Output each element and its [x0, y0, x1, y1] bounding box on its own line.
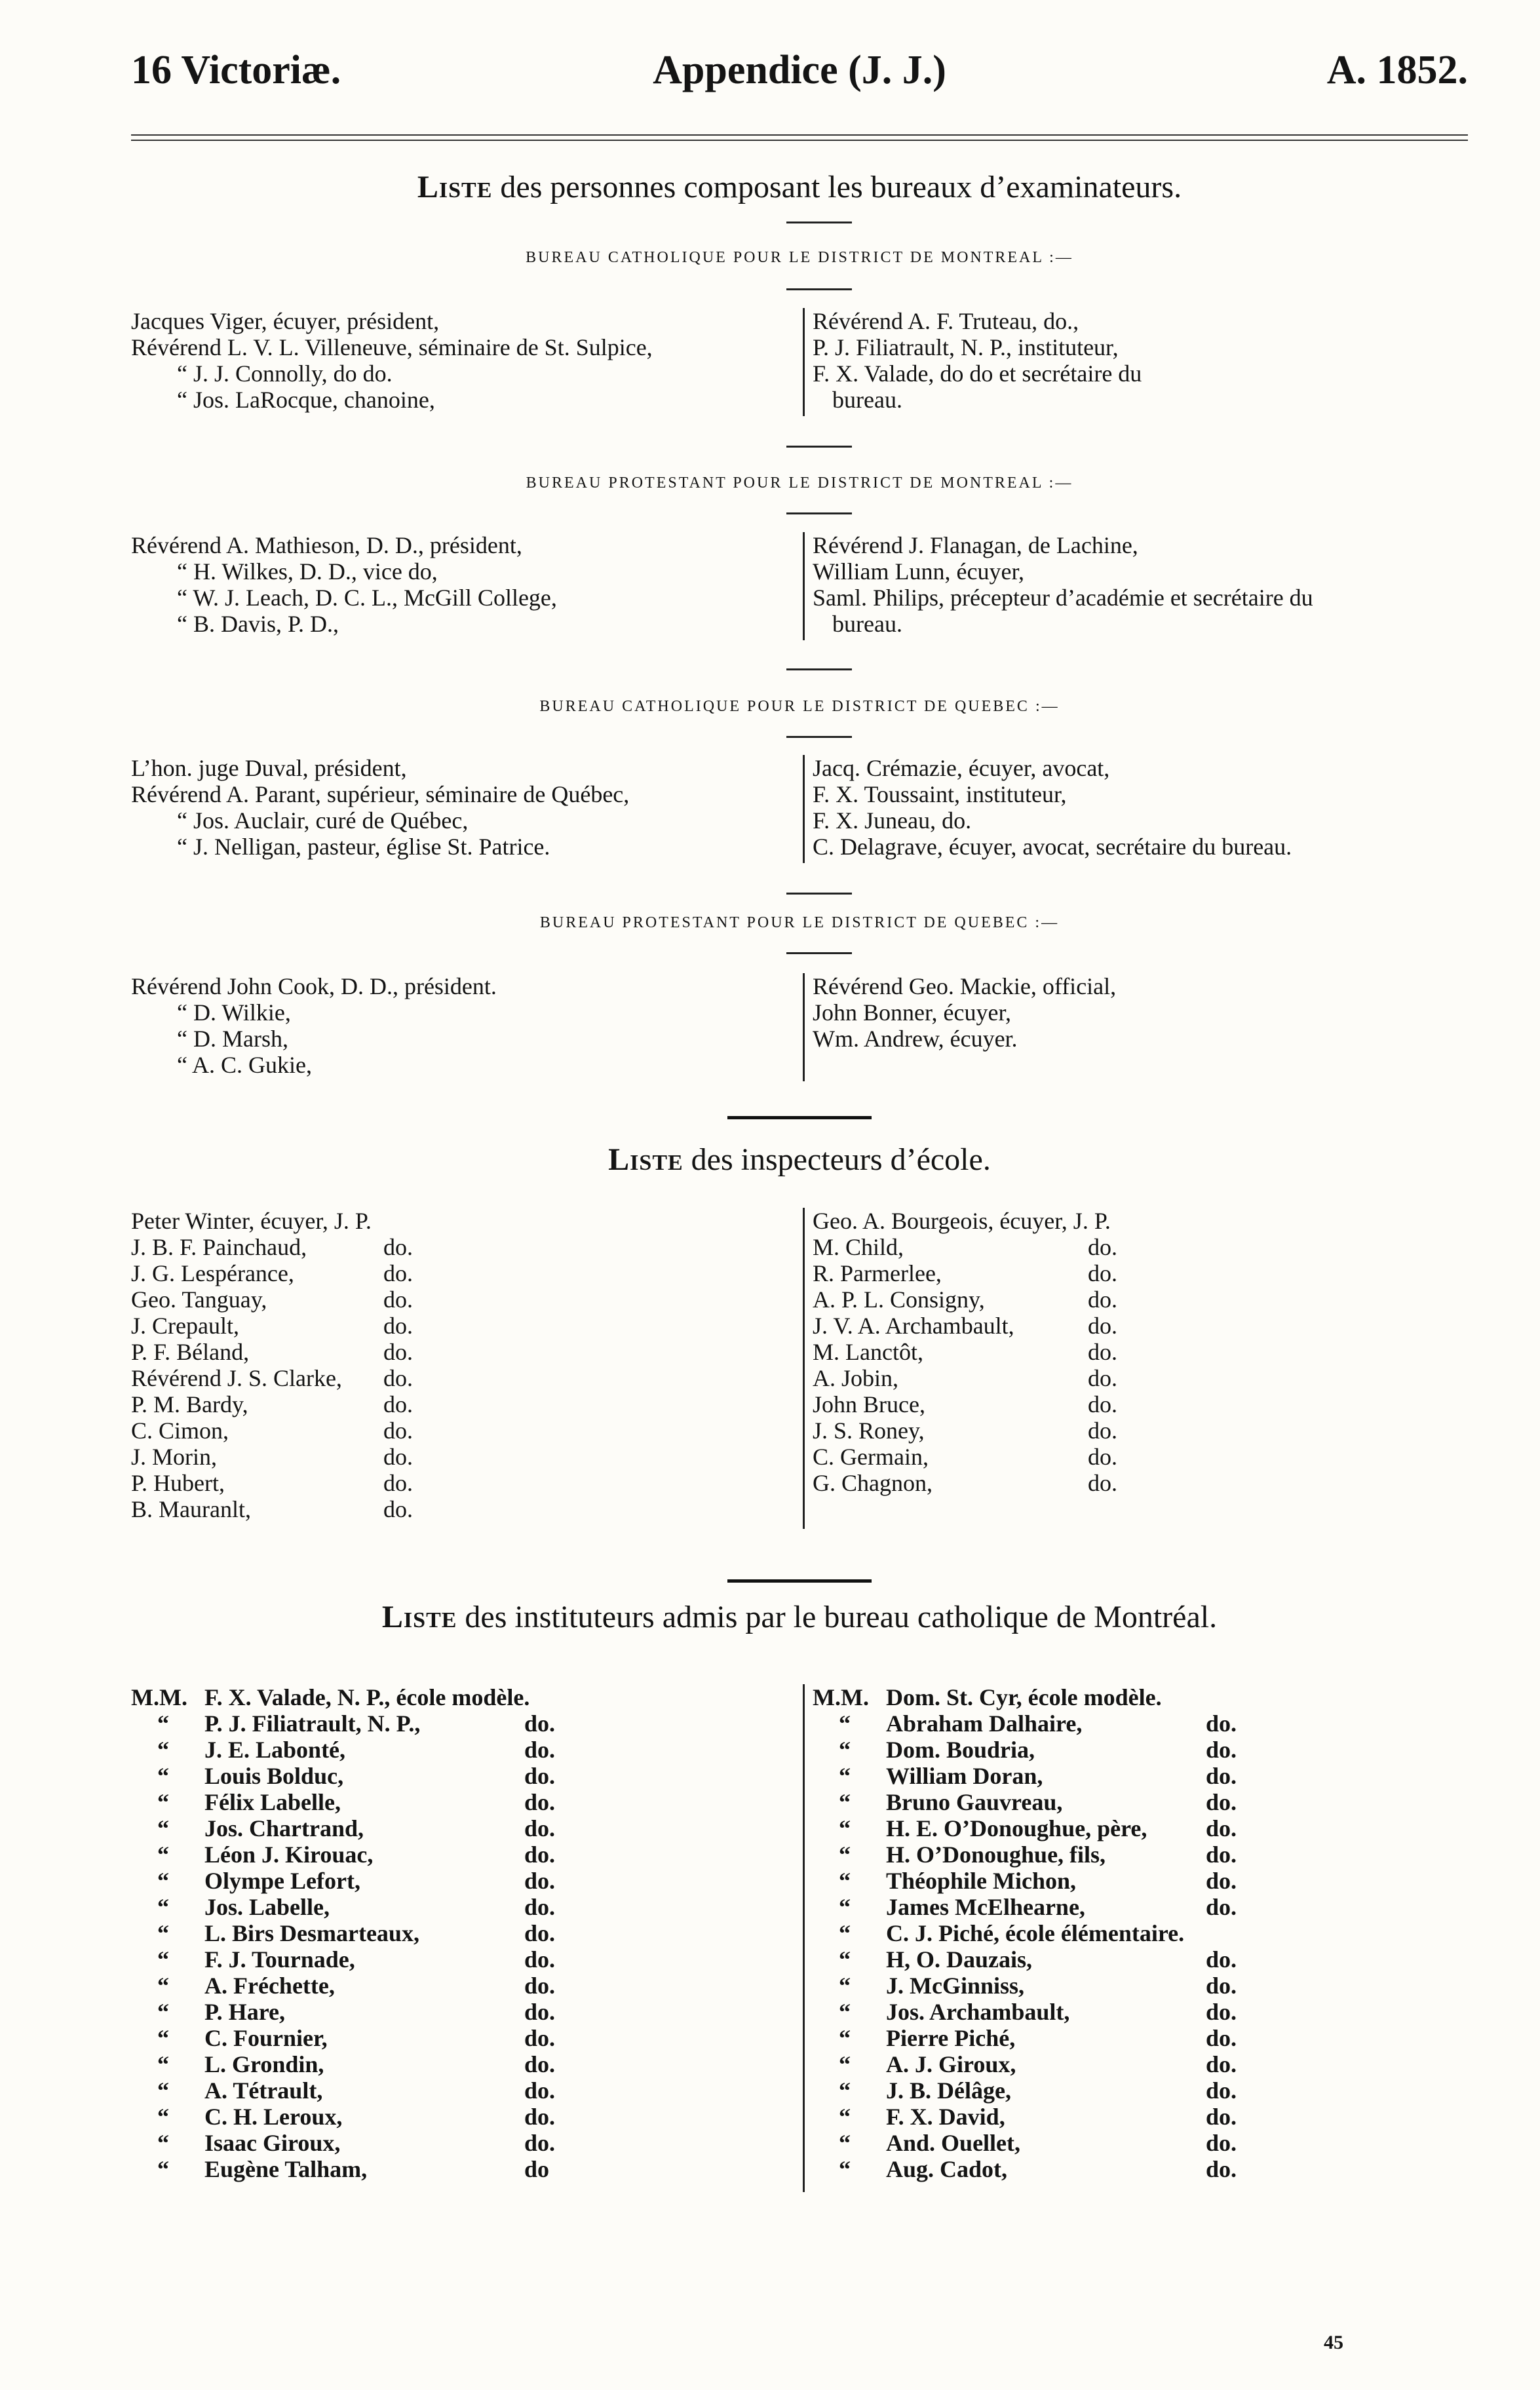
inspector-line [813, 1417, 1468, 1444]
inspector-line [131, 1339, 799, 1365]
teacher-prefix: “ [157, 1737, 169, 1763]
teacher-prefix: “ [839, 1737, 851, 1763]
teacher-name: Olympe Lefort, [204, 1868, 360, 1894]
member-line: “ D. Marsh, [177, 1026, 288, 1052]
teacher-prefix: “ [157, 2051, 169, 2077]
member-line: Jacq. Crémazie, écuyer, avocat, [813, 755, 1110, 781]
teacher-line [131, 1999, 799, 2025]
bureau-members [131, 973, 1468, 1081]
teacher-line [131, 2025, 799, 2051]
teacher-line [813, 1999, 1468, 2025]
page-mark: 45 [1324, 2332, 1343, 2353]
teacher-name: A. Fréchette, [204, 1973, 335, 1999]
ditto-mark: do. [383, 1313, 413, 1339]
inspector-name: J. B. F. Painchaud, [131, 1234, 307, 1260]
inspector-line [813, 1313, 1468, 1339]
ditto-mark: do. [1088, 1286, 1117, 1313]
teacher-prefix: “ [157, 1973, 169, 1999]
member-line: F. X. Toussaint, instituteur, [813, 781, 1067, 807]
teacher-name: L. Grondin, [204, 2051, 324, 2077]
inspector-line [813, 1444, 1468, 1470]
section-title-bureaux [131, 169, 1468, 206]
inspector-name: M. Child, [813, 1234, 904, 1260]
inspector-name: P. Hubert, [131, 1470, 225, 1496]
inspector-name: C. Germain, [813, 1444, 929, 1470]
inspector-name: A. Jobin, [813, 1365, 899, 1391]
teacher-line [813, 2051, 1468, 2077]
inspector-line [813, 1365, 1468, 1391]
teacher-prefix: “ [157, 1868, 169, 1894]
member-line: Révérend Geo. Mackie, official, [813, 973, 1117, 999]
inspector-name: Peter Winter, écuyer, J. P. [131, 1208, 372, 1234]
teacher-name: C. H. Leroux, [204, 2104, 343, 2130]
header-appendix: Appendice (J. J.) [653, 48, 946, 92]
ditto-mark: do. [524, 1894, 556, 1920]
ditto-mark: do. [524, 1946, 556, 1973]
section-title-rest: des inspecteurs d’école. [683, 1142, 991, 1177]
teacher-name: Jos. Archambault, [886, 1999, 1070, 2025]
teacher-name: Dom. Boudria, [886, 1737, 1035, 1763]
ditto-mark: do. [524, 1868, 556, 1894]
ditto-mark: do. [1206, 1868, 1237, 1894]
divider [786, 668, 852, 670]
divider [786, 893, 852, 895]
teacher-prefix: “ [157, 1894, 169, 1920]
ditto-mark: do. [524, 1763, 556, 1789]
ditto-mark: do. [1206, 2051, 1237, 2077]
teacher-name: Léon J. Kirouac, [204, 1841, 374, 1868]
teacher-prefix: “ [839, 2156, 851, 2182]
inspector-line [131, 1470, 799, 1496]
ditto-mark: do. [383, 1234, 413, 1260]
ditto-mark: do. [383, 1470, 413, 1496]
teacher-prefix: “ [839, 2051, 851, 2077]
teacher-prefix: “ [157, 1789, 169, 1815]
member-line: “ A. C. Gukie, [177, 1052, 312, 1078]
teacher-prefix: “ [839, 1920, 851, 1946]
bureau-title: BUREAU CATHOLIQUE POUR LE DISTRICT DE QUEBEC :— [539, 698, 1060, 715]
divider [786, 952, 852, 954]
teacher-name: Isaac Giroux, [204, 2130, 341, 2156]
inspector-name: J. V. A. Archambault, [813, 1313, 1014, 1339]
teachers-right-column [803, 1684, 1468, 2192]
teacher-name: Félix Labelle, [204, 1789, 341, 1815]
inspector-name: P. M. Bardy, [131, 1391, 248, 1417]
ditto-mark: do. [1088, 1444, 1117, 1470]
member-line: John Bonner, écuyer, [813, 999, 1012, 1026]
ditto-mark: do. [383, 1365, 413, 1391]
teacher-name: Louis Bolduc, [204, 1763, 344, 1789]
inspector-name: John Bruce, [813, 1391, 925, 1417]
ditto-mark: do. [383, 1391, 413, 1417]
teacher-line [813, 1841, 1468, 1868]
inspector-name: B. Mauranlt, [131, 1496, 251, 1522]
teacher-line [813, 1684, 1468, 1710]
inspectors-right-column [803, 1208, 1468, 1529]
teacher-line [131, 1684, 799, 1710]
teacher-line [131, 1920, 799, 1946]
teacher-name: Théophile Michon, [886, 1868, 1077, 1894]
teacher-name: H, O. Dauzais, [886, 1946, 1033, 1973]
ditto-mark: do. [524, 1920, 556, 1946]
ditto-mark: do. [383, 1417, 413, 1444]
bureau-left-column [131, 308, 799, 413]
ditto-mark: do. [1206, 1999, 1237, 2025]
teacher-line [813, 1789, 1468, 1815]
ditto-mark: do. [524, 1999, 556, 2025]
header-session: 16 Victoriæ. [131, 48, 341, 92]
teacher-line [813, 1815, 1468, 1841]
bureau-title: BUREAU PROTESTANT POUR LE DISTRICT DE QUEBEC :— [539, 914, 1060, 931]
teacher-name: Eugène Talham, [204, 2156, 368, 2182]
member-line: Révérend A. Parant, supérieur, séminaire de Québec, [131, 781, 630, 807]
inspector-line [131, 1313, 799, 1339]
teacher-line [131, 2104, 799, 2130]
teacher-prefix: “ [157, 1841, 169, 1868]
teacher-prefix: “ [157, 1763, 169, 1789]
teacher-prefix: “ [839, 1999, 851, 2025]
ditto-mark: do. [1206, 1710, 1237, 1737]
teacher-prefix: “ [157, 1710, 169, 1737]
teacher-name: P. J. Filiatrault, N. P., [204, 1710, 421, 1737]
teacher-name: H. E. O’Donoughue, père, [886, 1815, 1147, 1841]
teacher-prefix: “ [839, 1841, 851, 1868]
page-header [131, 47, 1468, 106]
teacher-name: James McElhearne, [886, 1894, 1085, 1920]
teacher-name: Dom. St. Cyr, école modèle. [886, 1684, 1162, 1710]
teacher-prefix: “ [157, 1946, 169, 1973]
ditto-mark: do. [524, 2025, 556, 2051]
inspector-line [131, 1391, 799, 1417]
teacher-line [813, 2077, 1468, 2104]
teacher-prefix: “ [157, 1999, 169, 2025]
member-line: C. Delagrave, écuyer, avocat, secrétaire du bureau. [813, 834, 1292, 860]
ditto-mark: do. [1206, 2077, 1237, 2104]
member-line: Révérend A. F. Truteau, do., [813, 308, 1079, 334]
teacher-name: A. J. Giroux, [886, 2051, 1016, 2077]
teacher-line [131, 2156, 799, 2182]
ditto-mark: do. [1206, 2130, 1237, 2156]
inspector-name: P. F. Béland, [131, 1339, 250, 1365]
inspector-name: J. Crepault, [131, 1313, 239, 1339]
member-line: “ J. J. Connolly, do do. [177, 360, 393, 387]
teachers-left-column [131, 1684, 799, 2182]
inspector-line [131, 1496, 799, 1522]
inspector-line [131, 1286, 799, 1313]
bureau-members [131, 532, 1468, 640]
ditto-mark: do. [1206, 1946, 1237, 1973]
ditto-mark: do. [1206, 1894, 1237, 1920]
teacher-prefix: “ [839, 1815, 851, 1841]
teacher-name: C. Fournier, [204, 2025, 328, 2051]
ditto-mark: do. [1088, 1470, 1117, 1496]
ditto-mark: do. [524, 1973, 556, 1999]
bureau-title: BUREAU CATHOLIQUE POUR LE DISTRICT DE MONTREAL :— [526, 249, 1073, 266]
ditto-mark: do. [524, 1737, 556, 1763]
teacher-line [813, 1710, 1468, 1737]
section-title-instituteurs [131, 1599, 1468, 1636]
teacher-line [131, 2130, 799, 2156]
inspector-name: M. Lanctôt, [813, 1339, 923, 1365]
teacher-line [131, 1946, 799, 1973]
member-line: Saml. Philips, précepteur d’académie et secrétaire du [813, 585, 1313, 611]
teacher-line [131, 1868, 799, 1894]
teacher-name: J. McGinniss, [886, 1973, 1025, 1999]
ditto-mark: do. [1206, 2156, 1237, 2182]
teacher-line [813, 2156, 1468, 2182]
teacher-prefix: “ [839, 1946, 851, 1973]
inspector-line [813, 1339, 1468, 1365]
inspectors-list [131, 1208, 1468, 1555]
inspector-line [131, 1417, 799, 1444]
inspector-name: J. G. Lespérance, [131, 1260, 294, 1286]
teacher-line [131, 1710, 799, 1737]
teacher-name: L. Birs Desmarteaux, [204, 1920, 419, 1946]
ditto-mark: do. [383, 1286, 413, 1313]
teacher-name: C. J. Piché, école élémentaire. [886, 1920, 1185, 1946]
section-title-inspecteurs [131, 1142, 1468, 1178]
divider [786, 222, 852, 223]
member-line: Révérend A. Mathieson, D. D., président, [131, 532, 522, 558]
ditto-mark: do. [383, 1260, 413, 1286]
teacher-line [131, 1973, 799, 1999]
ditto-mark: do. [524, 2104, 556, 2130]
inspector-name: J. Morin, [131, 1444, 218, 1470]
teacher-prefix: “ [157, 2025, 169, 2051]
section-title-rest: des personnes composant les bureaux d’examinateurs. [492, 170, 1182, 204]
inspector-line [131, 1260, 799, 1286]
ditto-mark: do. [1088, 1313, 1117, 1339]
member-line: “ Jos. Auclair, curé de Québec, [177, 807, 469, 834]
teacher-name: And. Ouellet, [886, 2130, 1021, 2156]
inspector-line [813, 1260, 1468, 1286]
header-rule [131, 134, 1468, 141]
teachers-list [131, 1684, 1468, 2208]
inspector-line [813, 1234, 1468, 1260]
ditto-mark: do. [1206, 1763, 1237, 1789]
ditto-mark: do. [1206, 1789, 1237, 1815]
teacher-name: Aug. Cadot, [886, 2156, 1008, 2182]
inspector-line [131, 1234, 799, 1260]
section-title-lead: Liste [417, 170, 493, 204]
section-title-rest: des instituteurs admis par le bureau catholique de Montréal. [457, 1600, 1218, 1634]
ditto-mark: do. [1088, 1391, 1117, 1417]
teacher-name: J. B. Délâge, [886, 2077, 1011, 2104]
teacher-name: F. X. Valade, N. P., école modèle. [204, 1684, 530, 1710]
ditto-mark: do. [524, 1841, 556, 1868]
inspector-name: G. Chagnon, [813, 1470, 933, 1496]
member-line: William Lunn, écuyer, [813, 558, 1024, 585]
bureau-left-column [131, 532, 799, 637]
ditto-mark: do. [524, 2077, 556, 2104]
divider [786, 446, 852, 448]
inspector-line [131, 1444, 799, 1470]
bureau-members [131, 308, 1468, 416]
teacher-name: Jos. Chartrand, [204, 1815, 364, 1841]
teacher-prefix: “ [157, 2156, 169, 2182]
member-line: bureau. [832, 611, 902, 637]
ditto-mark: do. [524, 2051, 556, 2077]
ditto-mark: do. [1206, 1815, 1237, 1841]
teacher-name: J. E. Labonté, [204, 1737, 346, 1763]
inspector-line [813, 1208, 1468, 1234]
teacher-prefix: “ [839, 1789, 851, 1815]
member-line: Wm. Andrew, écuyer. [813, 1026, 1018, 1052]
ditto-mark: do. [383, 1496, 413, 1522]
divider [786, 736, 852, 738]
teacher-name: P. Hare, [204, 1999, 285, 2025]
teacher-prefix: “ [839, 2130, 851, 2156]
ditto-mark: do. [1088, 1417, 1117, 1444]
ditto-mark: do. [1206, 1737, 1237, 1763]
teacher-line [813, 2130, 1468, 2156]
teacher-prefix: “ [157, 1815, 169, 1841]
teacher-name: F. J. Tournade, [204, 1946, 355, 1973]
ditto-mark: do [524, 2156, 550, 2182]
teacher-prefix: “ [839, 2104, 851, 2130]
inspector-line [813, 1391, 1468, 1417]
teacher-line [813, 1737, 1468, 1763]
member-line: L’hon. juge Duval, président, [131, 755, 407, 781]
inspector-line [131, 1208, 799, 1234]
teacher-line [131, 1894, 799, 1920]
teacher-prefix: “ [157, 2130, 169, 2156]
ditto-mark: do. [1206, 1841, 1237, 1868]
header-year: A. 1852. [1326, 48, 1468, 92]
member-line: “ D. Wilkie, [177, 999, 291, 1026]
teacher-line [131, 1841, 799, 1868]
inspector-line [131, 1365, 799, 1391]
ditto-mark: do. [383, 1339, 413, 1365]
inspector-name: Geo. A. Bourgeois, écuyer, J. P. [813, 1208, 1111, 1234]
teacher-line [131, 2051, 799, 2077]
ditto-mark: do. [1088, 1260, 1117, 1286]
member-line: Révérend J. Flanagan, de Lachine, [813, 532, 1138, 558]
bureau-members [131, 755, 1468, 863]
member-line: Jacques Viger, écuyer, président, [131, 308, 440, 334]
ditto-mark: do. [524, 1710, 556, 1737]
teacher-name: F. X. David, [886, 2104, 1005, 2130]
inspectors-left-column [131, 1208, 799, 1522]
teacher-line [813, 1763, 1468, 1789]
inspector-line [813, 1286, 1468, 1313]
member-line: “ W. J. Leach, D. C. L., McGill College, [177, 585, 557, 611]
member-line: “ Jos. LaRocque, chanoine, [177, 387, 435, 413]
teacher-prefix: “ [157, 2077, 169, 2104]
teacher-line [131, 1789, 799, 1815]
ditto-mark: do. [1206, 2104, 1237, 2130]
member-line: “ H. Wilkes, D. D., vice do, [177, 558, 438, 585]
teacher-name: Abraham Dalhaire, [886, 1710, 1083, 1737]
section-divider [727, 1116, 872, 1119]
bureau-right-column [803, 755, 1468, 863]
teacher-line [813, 1946, 1468, 1973]
teacher-prefix: “ [839, 1973, 851, 1999]
member-line: Révérend John Cook, D. D., président. [131, 973, 497, 999]
inspector-name: R. Parmerlee, [813, 1260, 942, 1286]
teacher-prefix: “ [157, 2104, 169, 2130]
teacher-name: A. Tétrault, [204, 2077, 323, 2104]
bureau-left-column [131, 755, 799, 860]
teacher-prefix: “ [839, 1710, 851, 1737]
inspector-name: Geo. Tanguay, [131, 1286, 267, 1313]
ditto-mark: do. [383, 1444, 413, 1470]
inspector-name: C. Cimon, [131, 1417, 229, 1444]
inspector-line [813, 1470, 1468, 1496]
teacher-line [131, 1763, 799, 1789]
teacher-line [131, 2077, 799, 2104]
teacher-name: William Doran, [886, 1763, 1043, 1789]
member-line: P. J. Filiatrault, N. P., instituteur, [813, 334, 1119, 360]
teacher-prefix: “ [839, 2025, 851, 2051]
member-line: “ B. Davis, P. D., [177, 611, 339, 637]
teacher-line [813, 1973, 1468, 1999]
ditto-mark: do. [1088, 1234, 1117, 1260]
ditto-mark: do. [524, 2130, 556, 2156]
section-divider [727, 1579, 872, 1583]
bureau-right-column [803, 532, 1468, 640]
ditto-mark: do. [1088, 1365, 1117, 1391]
member-line: Révérend L. V. L. Villeneuve, séminaire de St. Sulpice, [131, 334, 653, 360]
teacher-line [813, 1868, 1468, 1894]
bureau-right-column [803, 308, 1468, 416]
member-line: “ J. Nelligan, pasteur, église St. Patrice. [177, 834, 550, 860]
inspector-name: A. P. L. Consigny, [813, 1286, 985, 1313]
teacher-prefix: “ [839, 1894, 851, 1920]
teacher-line [813, 2104, 1468, 2130]
teacher-prefix: M.M. [131, 1684, 187, 1710]
bureau-title: BUREAU PROTESTANT POUR LE DISTRICT DE MONTREAL :— [526, 474, 1073, 491]
teacher-prefix: M.M. [813, 1684, 869, 1710]
member-line: F. X. Juneau, do. [813, 807, 972, 834]
ditto-mark: do. [524, 1789, 556, 1815]
inspector-name: Révérend J. S. Clarke, [131, 1365, 342, 1391]
inspector-name: J. S. Roney, [813, 1417, 925, 1444]
teacher-name: Jos. Labelle, [204, 1894, 330, 1920]
teacher-name: H. O’Donoughue, fils, [886, 1841, 1106, 1868]
teacher-line [131, 1737, 799, 1763]
member-line: F. X. Valade, do do et secrétaire du [813, 360, 1142, 387]
ditto-mark: do. [1206, 2025, 1237, 2051]
bureau-right-column [803, 973, 1468, 1081]
teacher-prefix: “ [839, 1763, 851, 1789]
ditto-mark: do. [1088, 1339, 1117, 1365]
teacher-prefix: “ [157, 1920, 169, 1946]
divider [786, 288, 852, 290]
teacher-line [813, 2025, 1468, 2051]
section-title-lead: Liste [608, 1142, 683, 1177]
bureau-left-column [131, 973, 799, 1078]
teacher-prefix: “ [839, 2077, 851, 2104]
teacher-name: Bruno Gauvreau, [886, 1789, 1063, 1815]
ditto-mark: do. [524, 1815, 556, 1841]
teacher-prefix: “ [839, 1868, 851, 1894]
divider [786, 512, 852, 514]
teacher-line [813, 1920, 1468, 1946]
section-title-lead: Liste [381, 1600, 457, 1634]
ditto-mark: do. [1206, 1973, 1237, 1999]
teacher-line [131, 1815, 799, 1841]
member-line: bureau. [832, 387, 902, 413]
teacher-line [813, 1894, 1468, 1920]
teacher-name: Pierre Piché, [886, 2025, 1016, 2051]
